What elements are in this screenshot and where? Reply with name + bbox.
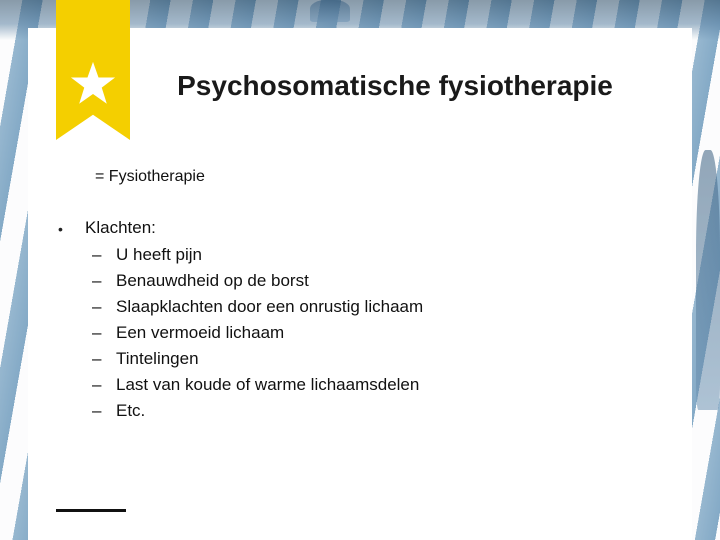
list-heading: Klachten:: [85, 218, 156, 237]
dash-marker: –: [92, 349, 102, 368]
background-figure-right: [696, 150, 720, 410]
list-item: [92, 244, 423, 270]
list-item: [92, 296, 423, 322]
dash-marker: –: [92, 271, 102, 290]
list-item: [92, 322, 423, 348]
slide-title: Psychosomatische fysiotherapie: [177, 70, 613, 101]
list-item-text: Etc.: [116, 401, 146, 420]
dash-marker: –: [92, 375, 102, 394]
dash-marker: –: [92, 401, 102, 420]
subtitle-line: = Fysiotherapie: [95, 168, 205, 185]
dash-marker: –: [92, 245, 102, 264]
background-figure-left: [310, 0, 350, 22]
list-item-text: Last van koude of warme lichaamsdelen: [116, 375, 420, 394]
footer-rule: [56, 509, 126, 512]
dash-marker: –: [92, 297, 102, 316]
list-item-text: Tintelingen: [116, 349, 199, 368]
list-item-text: U heeft pijn: [116, 245, 202, 264]
dash-marker: –: [92, 323, 102, 342]
list-item-text: Een vermoeid lichaam: [116, 323, 285, 342]
list-item: [92, 270, 423, 296]
list-item: [92, 348, 423, 374]
star-icon: [70, 60, 116, 106]
list-item: [92, 400, 423, 426]
bullet-marker: •: [58, 221, 63, 237]
complaints-list: [92, 244, 423, 426]
list-item-text: Slaapklachten door een onrustig lichaam: [116, 297, 424, 316]
list-item-text: Benauwdheid op de borst: [116, 271, 309, 290]
list-item: [92, 374, 423, 400]
